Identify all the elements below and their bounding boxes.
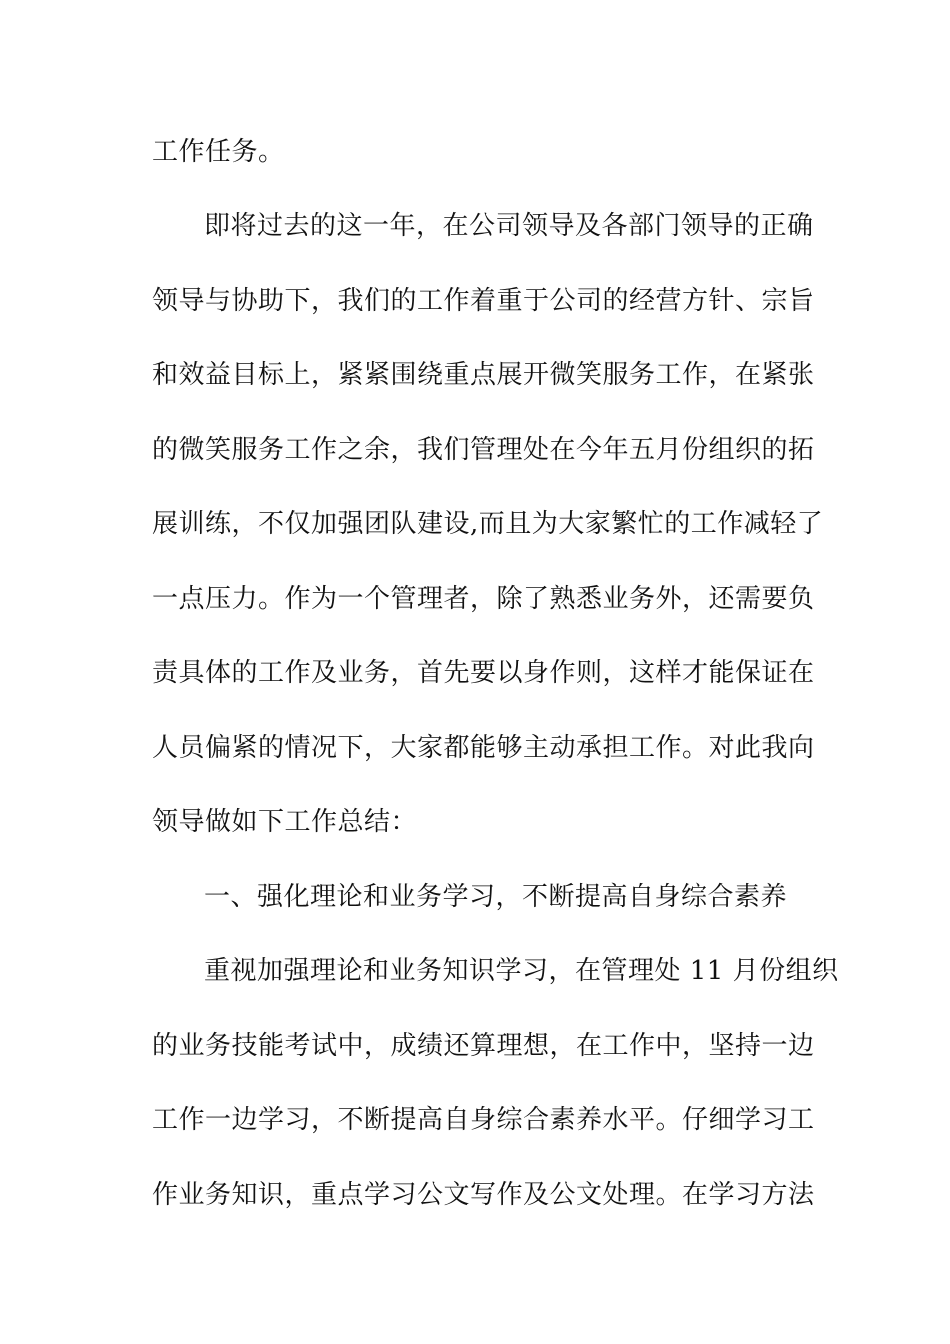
text-line: 领导做如下工作总结： (152, 807, 418, 837)
text-line: 的微笑服务工作之余，我们管理处在今年五月份组织的拓 (152, 435, 815, 465)
text-line: 的业务技能考试中，成绩还算理想，在工作中，坚持一边 (152, 1031, 815, 1061)
text-line: 领导与协助下，我们的工作着重于公司的经营方针、宗旨 (152, 286, 815, 316)
paragraph-start-line: 即将过去的这一年，在公司领导及各部门领导的正确 (204, 211, 814, 241)
paragraph-start-line: 重视加强理论和业务知识学习，在管理处 11 月份组织 (204, 956, 839, 986)
section-heading: 一、强化理论和业务学习，不断提高自身综合素养 (204, 882, 788, 912)
text-line: 作业务知识，重点学习公文写作及公文处理。在学习方法 (152, 1180, 815, 1210)
text-line: 一点压力。作为一个管理者，除了熟悉业务外，还需要负 (152, 584, 815, 614)
text-line: 工作任务。 (152, 137, 285, 167)
text-line: 展训练，不仅加强团队建设,而且为大家繁忙的工作减轻了 (152, 509, 824, 539)
text-line: 和效益目标上，紧紧围绕重点展开微笑服务工作，在紧张 (152, 360, 815, 390)
text-line: 工作一边学习，不断提高自身综合素养水平。仔细学习工 (152, 1105, 815, 1135)
text-line: 责具体的工作及业务，首先要以身作则，这样才能保证在 (152, 658, 815, 688)
text-line: 人员偏紧的情况下，大家都能够主动承担工作。对此我向 (152, 733, 815, 763)
